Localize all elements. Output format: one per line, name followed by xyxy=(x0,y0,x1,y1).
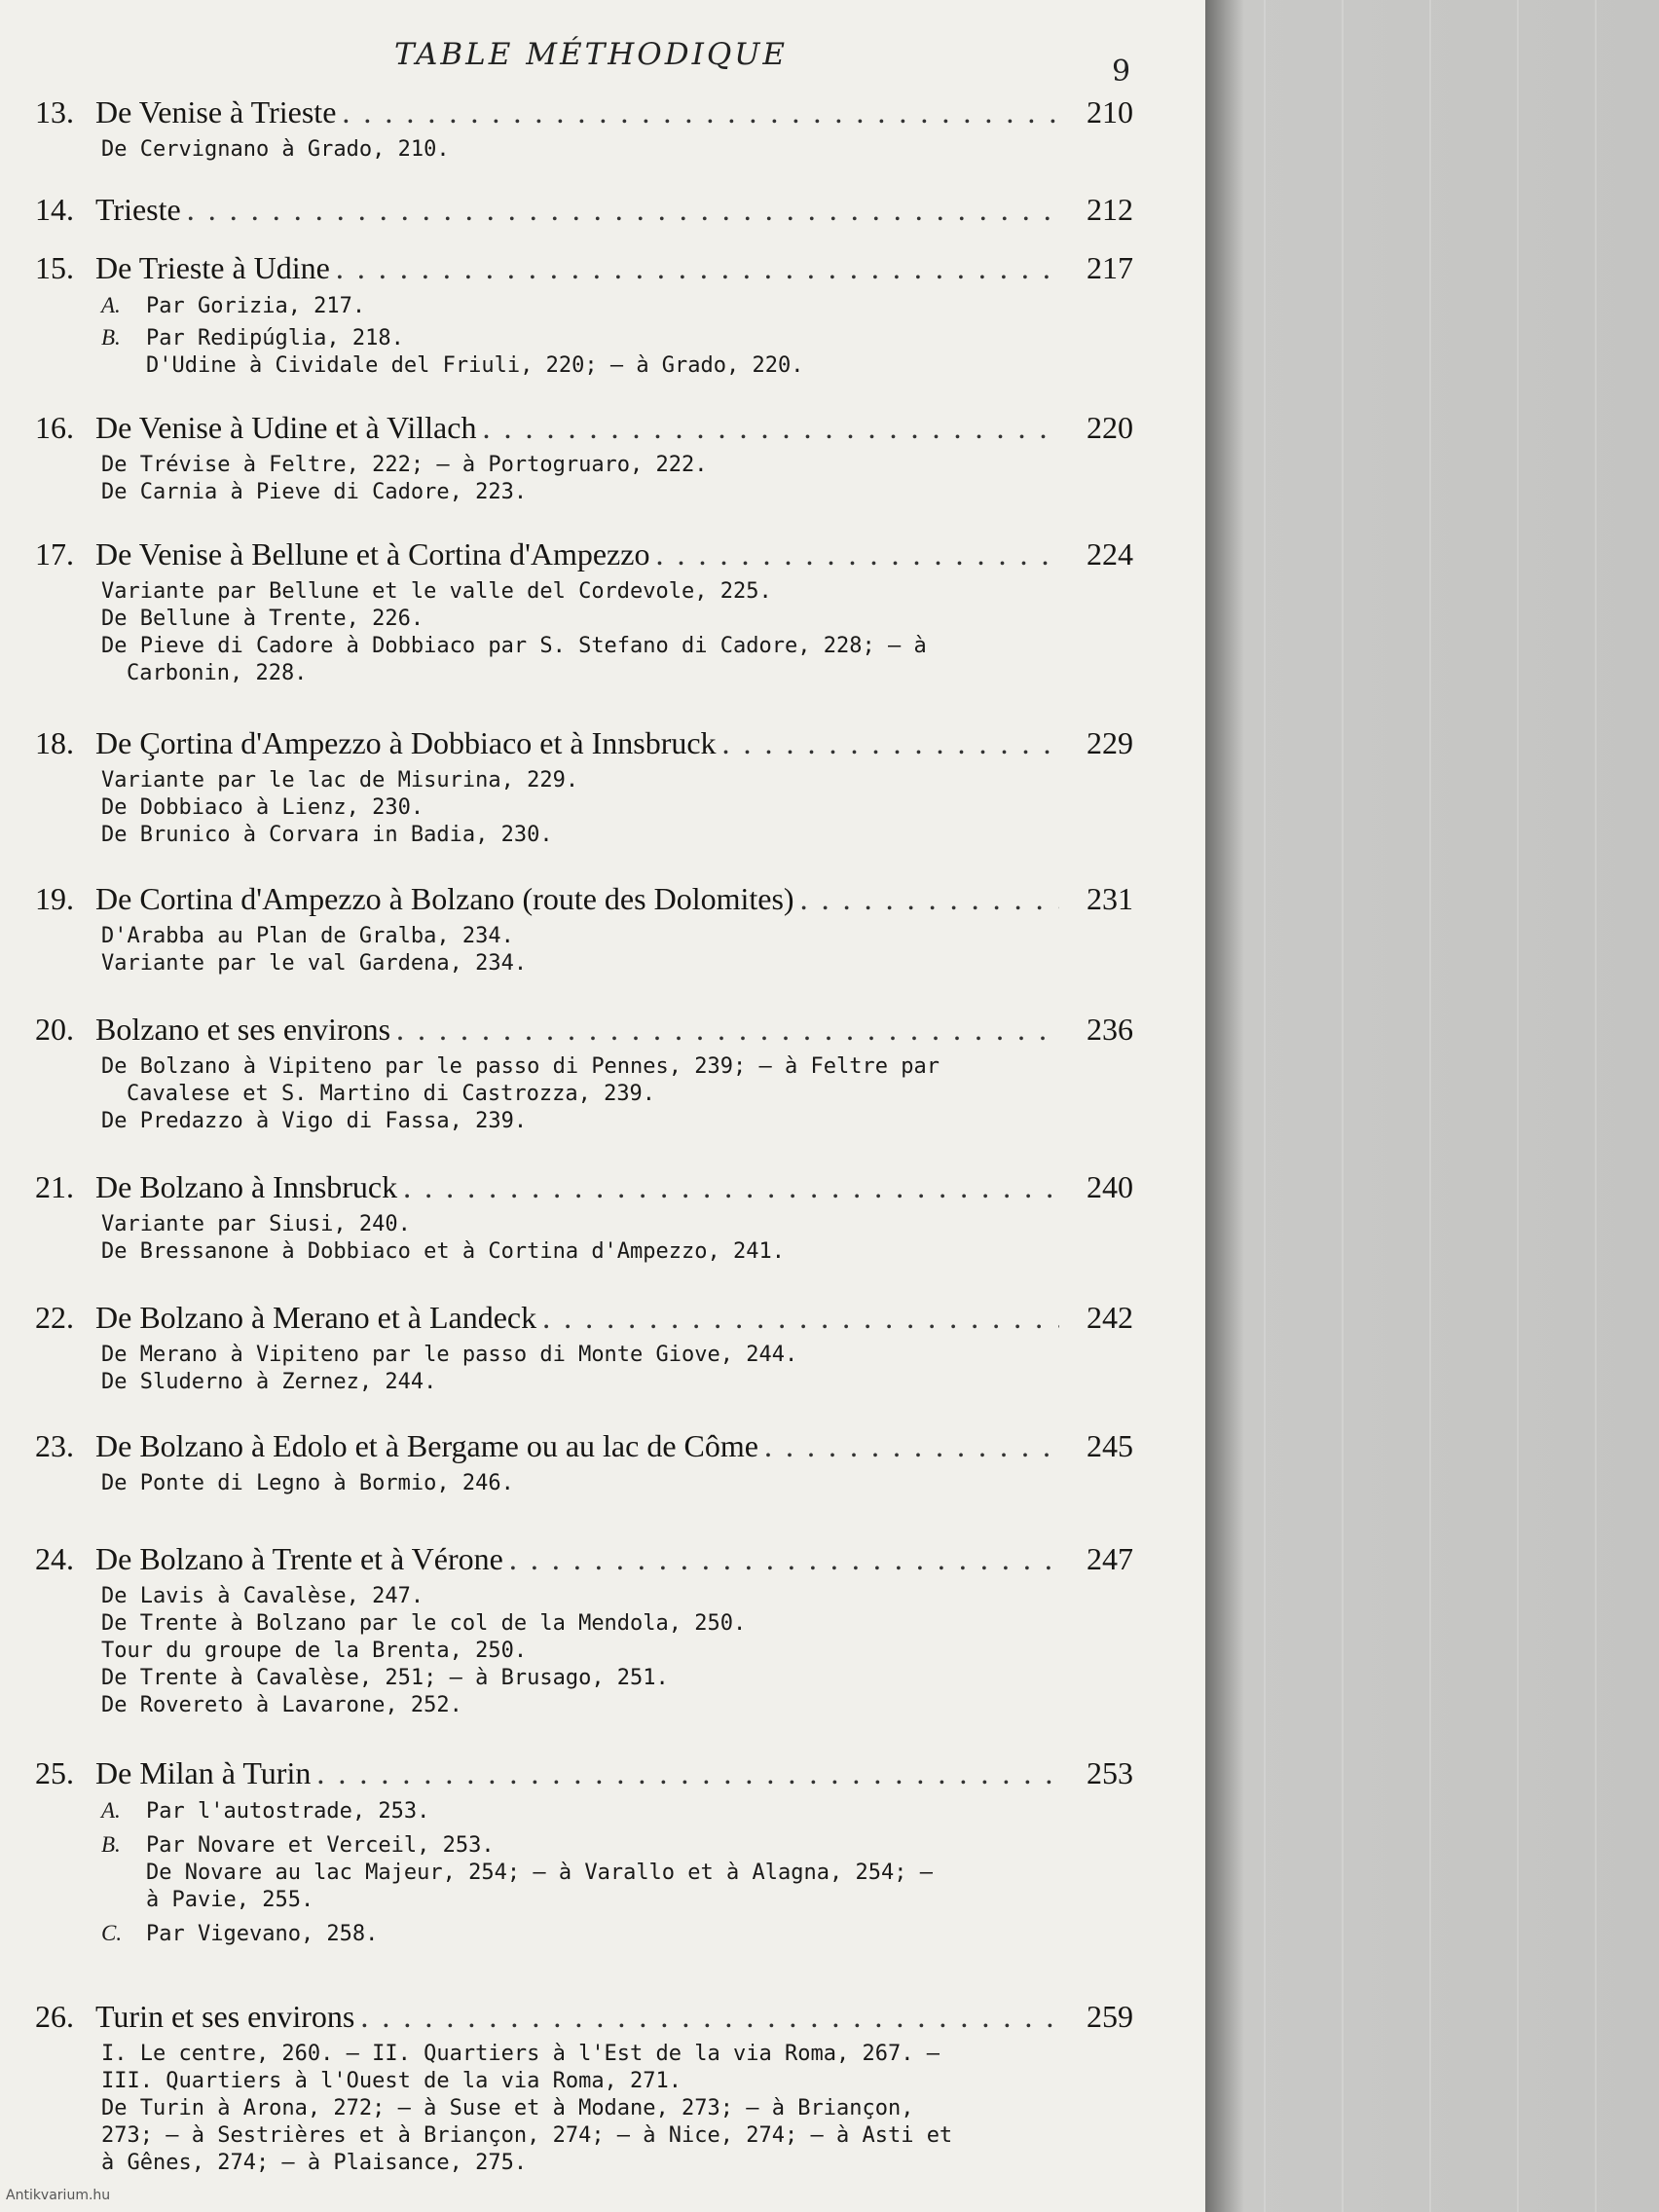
sub-line: Variante par Siusi, 240. xyxy=(101,1212,411,1236)
entry-number: 15. xyxy=(35,250,74,285)
sub-line-a xyxy=(101,1797,1085,1825)
sub-line-b xyxy=(101,324,1085,352)
sub-line: De Ponte di Legno à Bormio, 246. xyxy=(101,1471,514,1495)
entry-title: De Bolzano à Innsbruck xyxy=(95,1169,398,1204)
sub-line-b xyxy=(101,1831,1085,1860)
sub-line: De Predazzo à Vigo di Fassa, 239. xyxy=(101,1109,528,1133)
sub-line: De Dobbiaco à Lienz, 230. xyxy=(101,795,424,820)
sub-line: De Novare au lac Majeur, 254; — à Varallo et à Alagna, 254; — xyxy=(146,1861,933,1885)
dot-leader xyxy=(336,94,1059,130)
entry-title: De Çortina d'Ampezzo à Dobbiaco et à Innsbruck xyxy=(95,725,717,760)
watermark: Antikvarium.hu xyxy=(6,2188,111,2203)
dot-leader xyxy=(311,1755,1059,1791)
sub-line: De Turin à Arona, 272; — à Suse et à Modane, 273; — à Briançon, xyxy=(101,2096,914,2120)
sub-line: De Pieve di Cadore à Dobbiaco par S. Stefano di Cadore, 228; — à xyxy=(101,634,927,658)
entry-page: 245 xyxy=(1087,1428,1133,1463)
entry-page: 229 xyxy=(1087,725,1133,760)
running-title: TABLE MÉTHODIQUE xyxy=(394,37,788,72)
sub-line: Carbonin, 228. xyxy=(127,661,308,685)
entry-number: 24. xyxy=(35,1541,74,1576)
route-letter: B. xyxy=(101,325,121,350)
entry-number: 21. xyxy=(35,1169,74,1204)
dot-leader xyxy=(354,1999,1059,2035)
sub-line: De Brunico à Corvara in Badia, 230. xyxy=(101,823,553,847)
entry-subs xyxy=(101,767,1085,849)
dot-leader xyxy=(536,1300,1059,1336)
entry-number: 26. xyxy=(35,1999,74,2034)
entry-number: 13. xyxy=(35,94,74,129)
sub-line: à Gênes, 274; — à Plaisance, 275. xyxy=(101,2151,528,2175)
entry-subs xyxy=(101,2041,1085,2177)
sub-text: Par l'autostrade, 253. xyxy=(146,1799,430,1824)
sub-text: Par Gorizia, 217. xyxy=(146,294,366,318)
entry-page: 259 xyxy=(1087,1999,1133,2034)
sub-line: De Trente à Bolzano par le col de la Mendola, 250. xyxy=(101,1611,747,1636)
sub-text: Par Redipúglia, 218. xyxy=(146,326,404,350)
entry-title: De Venise à Udine et à Villach xyxy=(95,410,477,445)
dot-leader xyxy=(649,536,1059,572)
dot-leader xyxy=(717,725,1059,761)
sub-line-a xyxy=(101,292,1085,320)
sub-line: De Sluderno à Zernez, 244. xyxy=(101,1370,437,1394)
sub-line: Cavalese et S. Martino di Castrozza, 239. xyxy=(127,1082,656,1106)
entry-subs xyxy=(101,1470,1085,1497)
route-letter: B. xyxy=(101,1832,121,1857)
entry-page: 210 xyxy=(1087,94,1133,129)
entry-page: 220 xyxy=(1087,410,1133,445)
sub-text: Par Vigevano, 258. xyxy=(146,1922,379,1946)
sub-line: Variante par le val Gardena, 234. xyxy=(101,951,528,976)
route-letter: C. xyxy=(101,1921,123,1945)
entry-subs xyxy=(101,1211,1085,1266)
dot-leader xyxy=(390,1012,1059,1048)
sub-line: De Cervignano à Grado, 210. xyxy=(101,137,450,162)
entry-title: De Trieste à Udine xyxy=(95,250,330,285)
page-header xyxy=(0,29,1205,88)
facing-page-edge xyxy=(1205,0,1659,2212)
entry-page: 240 xyxy=(1087,1169,1133,1204)
route-letter: A. xyxy=(101,293,121,317)
entry-subs xyxy=(101,1342,1085,1396)
entry-subs xyxy=(101,292,1085,380)
entry-title: De Bolzano à Edolo et à Bergame ou au lac de Côme xyxy=(95,1428,758,1463)
entry-number: 17. xyxy=(35,536,74,571)
sub-text: Par Novare et Verceil, 253. xyxy=(146,1833,495,1858)
entry-number: 18. xyxy=(35,725,74,760)
entry-page: 253 xyxy=(1087,1755,1133,1790)
entry-number: 22. xyxy=(35,1300,74,1335)
sub-line: De Bolzano à Vipiteno par le passo di Pennes, 239; — à Feltre par xyxy=(101,1054,940,1079)
dot-leader xyxy=(330,250,1059,286)
entry-title: Trieste xyxy=(95,192,181,227)
entry-page: 247 xyxy=(1087,1541,1133,1576)
entry-subs xyxy=(101,1583,1085,1719)
entry-title: De Bolzano à Trente et à Vérone xyxy=(95,1541,503,1576)
sub-line: De Bressanone à Dobbiaco et à Cortina d'Ampezzo, 241. xyxy=(101,1239,785,1264)
entry-page: 217 xyxy=(1087,250,1133,285)
sub-line: Variante par le lac de Misurina, 229. xyxy=(101,768,579,793)
entry-subs xyxy=(101,1797,1085,1948)
entry-title: Turin et ses environs xyxy=(95,1999,355,2034)
entry-number: 20. xyxy=(35,1012,74,1047)
entry-subs xyxy=(101,1053,1085,1135)
entry-page: 212 xyxy=(1087,192,1133,227)
sub-line: 273; — à Sestrières et à Briançon, 274; — à Nice, 274; — à Asti et xyxy=(101,2123,953,2148)
sub-line: De Carnia à Pieve di Cadore, 223. xyxy=(101,480,528,504)
sub-line: à Pavie, 255. xyxy=(146,1888,314,1912)
dot-leader xyxy=(503,1541,1059,1577)
entry-title: Bolzano et ses environs xyxy=(95,1012,391,1047)
entry-title: De Cortina d'Ampezzo à Bolzano (route des Dolomites) xyxy=(95,881,794,916)
dot-leader xyxy=(181,192,1059,228)
entry-title: De Venise à Bellune et à Cortina d'Ampezzo xyxy=(95,536,650,571)
sub-line: De Merano à Vipiteno par le passo di Monte Giove, 244. xyxy=(101,1343,798,1367)
sub-line: De Bellune à Trente, 226. xyxy=(101,607,424,631)
route-letter: A. xyxy=(101,1798,121,1823)
entry-subs xyxy=(101,136,1085,164)
dot-leader xyxy=(758,1428,1059,1464)
entry-number: 19. xyxy=(35,881,74,916)
sub-line-c xyxy=(101,1920,1085,1948)
dot-leader xyxy=(794,881,1059,917)
entry-subs xyxy=(101,923,1085,977)
entry-title: De Milan à Turin xyxy=(95,1755,312,1790)
entry-page: 242 xyxy=(1087,1300,1133,1335)
entry-subs xyxy=(101,578,1085,687)
sub-line: Variante par Bellune et le valle del Cordevole, 225. xyxy=(101,579,772,604)
entry-number: 25. xyxy=(35,1755,74,1790)
sub-line: I. Le centre, 260. — II. Quartiers à l'Est de la via Roma, 267. — xyxy=(101,2042,940,2066)
entry-title: De Bolzano à Merano et à Landeck xyxy=(95,1300,537,1335)
entry-title: De Venise à Trieste xyxy=(95,94,337,129)
entry-number: 14. xyxy=(35,192,74,227)
dot-leader xyxy=(397,1169,1059,1205)
dot-leader xyxy=(476,410,1059,446)
entry-page: 224 xyxy=(1087,536,1133,571)
entry-page: 231 xyxy=(1087,881,1133,916)
entry-number: 16. xyxy=(35,410,74,445)
sub-line: III. Quartiers à l'Ouest de la via Roma, 271. xyxy=(101,2069,682,2093)
entry-subs xyxy=(101,452,1085,506)
sub-line: De Rovereto à Lavarone, 252. xyxy=(101,1693,462,1717)
sub-line: De Trévise à Feltre, 222; — à Portogruaro, 222. xyxy=(101,453,708,477)
entry-number: 23. xyxy=(35,1428,74,1463)
sub-line: D'Arabba au Plan de Gralba, 234. xyxy=(101,924,514,948)
sub-line: D'Udine à Cividale del Friuli, 220; — à Grado, 220. xyxy=(146,353,804,378)
entry-page: 236 xyxy=(1087,1012,1133,1047)
sub-line: De Trente à Cavalèse, 251; — à Brusago, 251. xyxy=(101,1666,669,1690)
sub-line: Tour du groupe de la Brenta, 250. xyxy=(101,1639,528,1663)
sub-line: De Lavis à Cavalèse, 247. xyxy=(101,1584,424,1608)
page-number: 9 xyxy=(1112,55,1131,89)
